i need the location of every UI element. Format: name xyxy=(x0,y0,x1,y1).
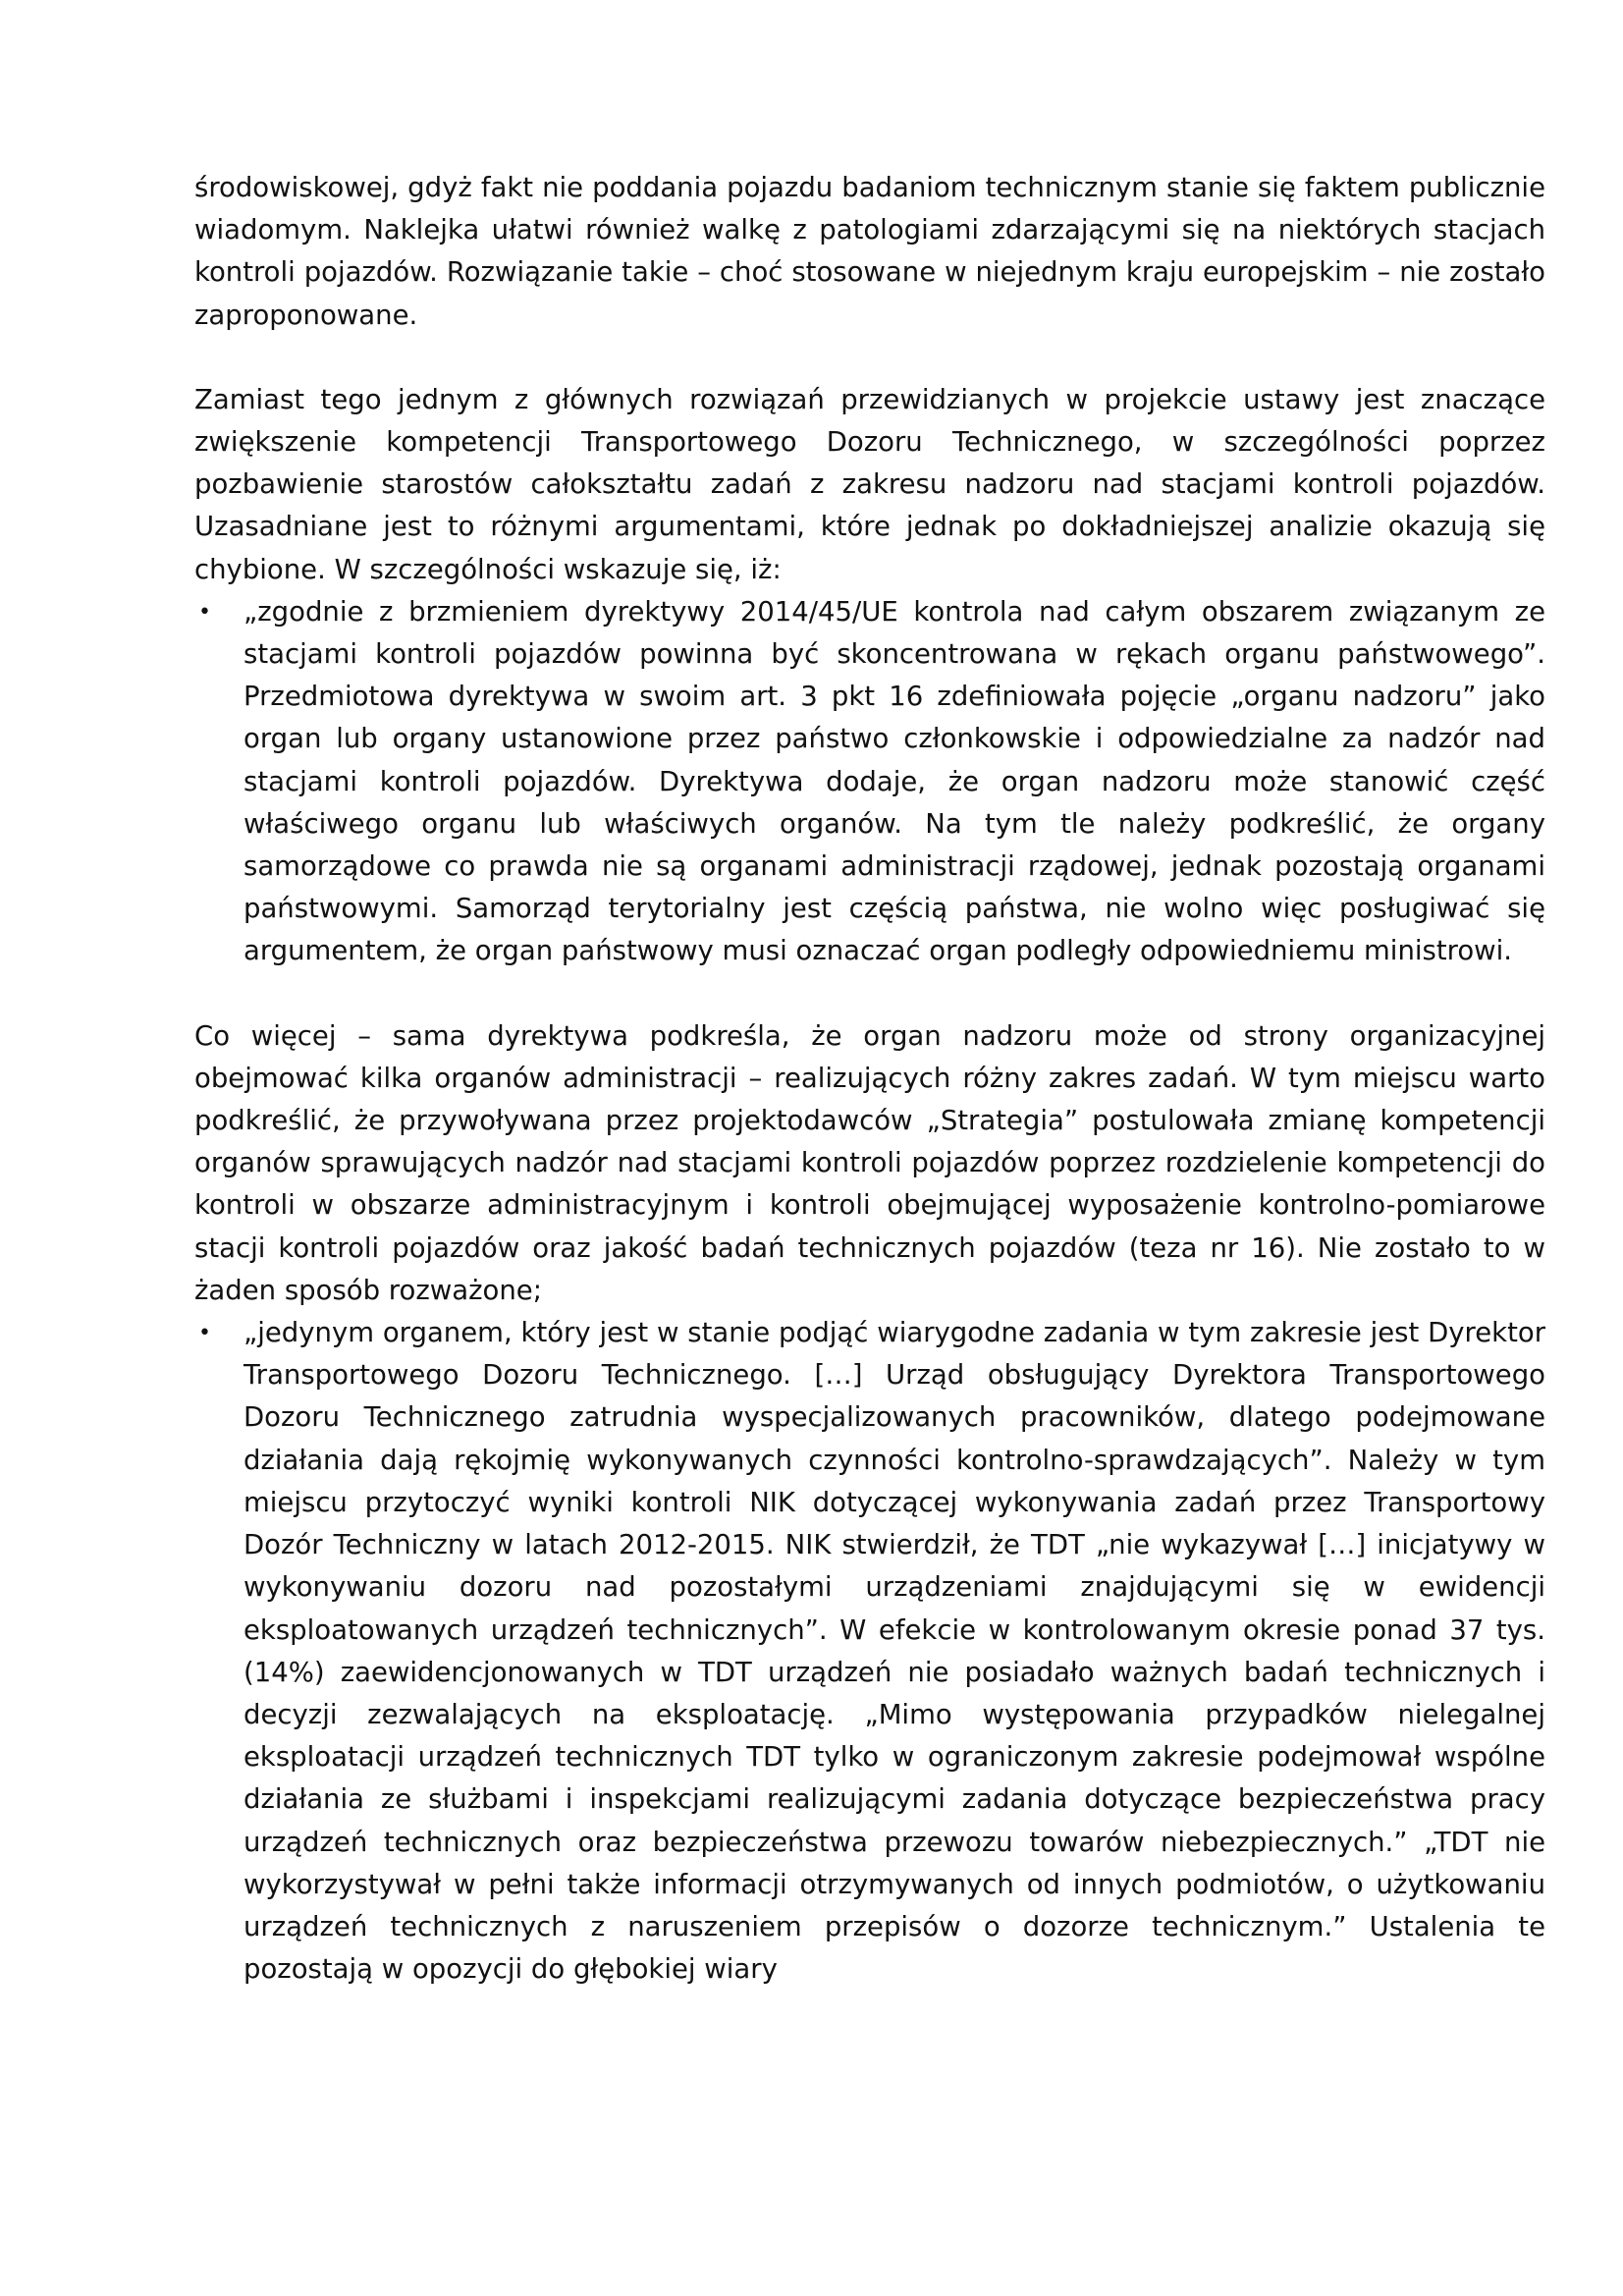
paragraph-intro: środowiskowej, gdyż fakt nie poddania pojazdu badaniom technicznym stanie się faktem publicznie wiadomym. Naklejka ułatwi również walkę z patologiami zdarzającymi się na niektórych stacjach kontroli pojazdów. Rozwiązanie takie – choć stosowane w niejednym kraju europejskim – nie zostało zaproponowane. xyxy=(194,172,1545,331)
paragraph-directive-organs: Co więcej – sama dyrektywa podkreśla, że organ nadzoru może od strony organizacyjnej obejmować kilka organów administracji – realizujących różny zakres zadań. W tym miejscu warto podkreślić, że przywoływana przez projektodawców „Strategia” postulowała zmianę kompetencji organów sprawujących nadzór nad stacjami kontroli pojazdów poprzez rozdzielenie kompetencji do kontroli w obszarze administracyjnym i kontroli obejmującej wyposażenie kontrolno-pomiarowe stacji kontroli pojazdów oraz jakość badań technicznych pojazdów (teza nr 16). Nie zostało to w żaden sposób rozważone; xyxy=(194,1019,1545,1306)
bullet-list-nik xyxy=(194,1312,1545,1991)
paragraph-spacer xyxy=(194,337,1545,379)
bullet-item-directive xyxy=(194,591,1545,973)
paragraph-spacer xyxy=(194,973,1545,1015)
bullet-list-directive xyxy=(194,591,1545,973)
bullet-item-nik xyxy=(194,1312,1545,1991)
bullet-icon: • xyxy=(198,599,211,625)
paragraph-tdt-competences: Zamiast tego jednym z głównych rozwiązań przewidzianych w projekcie ustawy jest znaczące zwiększenie kompetencji Transportowego Dozoru Technicznego, w szczególności poprzez pozbawienie starostów całokształtu zadań z zakresu nadzoru nad stacjami kontroli pojazdów. Uzasadniane jest to różnymi argumentami, które jednak po dokładniejszej analizie okazują się chybione. W szczególności wskazuje się, iż: xyxy=(194,383,1545,585)
bullet-text-directive: „zgodnie z brzmieniem dyrektywy 2014/45/UE kontrola nad całym obszarem związanym ze stacjami kontroli pojazdów powinna być skoncentrowana w rękach organu państwowego”. Przedmiotowa dyrektywa w swoim art. 3 pkt 16 zdefiniowała pojęcie „organu nadzoru” jako organ lub organy ustanowione przez państwo członkowskie i odpowiedzialne za nadzór nad stacjami kontroli pojazdów. Dyrektywa dodaje, że organ nadzoru może stanowić część właściwego organu lub właściwych organów. Na tym tle należy podkreślić, że organy samorządowe co prawda nie są organami administracji rządowej, jednak pozostają organami państwowymi. Samorząd terytorialny jest częścią państwa, nie wolno więc posługiwać się argumentem, że organ państwowy musi oznaczać organ podległy odpowiedniemu ministrowi. xyxy=(243,595,1545,967)
bullet-text-nik: „jedynym organem, który jest w stanie podjąć wiarygodne zadania w tym zakresie jest Dyrektor Transportowego Dozoru Technicznego. […] Urząd obsługujący Dyrektora Transportowego Dozoru Technicznego zatrudnia wyspecjalizowanych pracowników, dlatego podejmowane działania dają rękojmię wykonywanych czynności kontrolno-sprawdzających”. Należy w tym miejscu przytoczyć wyniki kontroli NIK dotyczącej wykonywania zadań przez Transportowy Dozór Techniczny w latach 2012-2015. NIK stwierdził, że TDT „nie wykazywał […] inicjatywy w wykonywaniu dozoru nad pozostałymi urządzeniami znajdującymi się w ewidencji eksploatowanych urządzeń technicznych”. W efekcie w kontrolowanym okresie ponad 37 tys. (14%) zaewidencjonowanych w TDT urządzeń nie posiadało ważnych badań technicznych i decyzji zezwalających na eksploatację. „Mimo występowania przypadków nielegalnej eksploatacji urządzeń technicznych TDT tylko w ograniczonym zakresie podejmował wspólne działania ze służbami i inspekcjami realizującymi zadania dotyczące bezpieczeństwa pracy urządzeń technicznych oraz bezpieczeństwa przewozu towarów niebezpiecznych.” „TDT nie wykorzystywał w pełni także informacji otrzymywanych od innych podmiotów, o użytkowaniu urządzeń technicznych z naruszeniem przepisów o dozorze technicznym.” Ustalenia te pozostają w opozycji do głębokiej wiary xyxy=(243,1317,1545,1986)
bullet-icon: • xyxy=(198,1321,211,1346)
document-page xyxy=(194,167,1545,1991)
